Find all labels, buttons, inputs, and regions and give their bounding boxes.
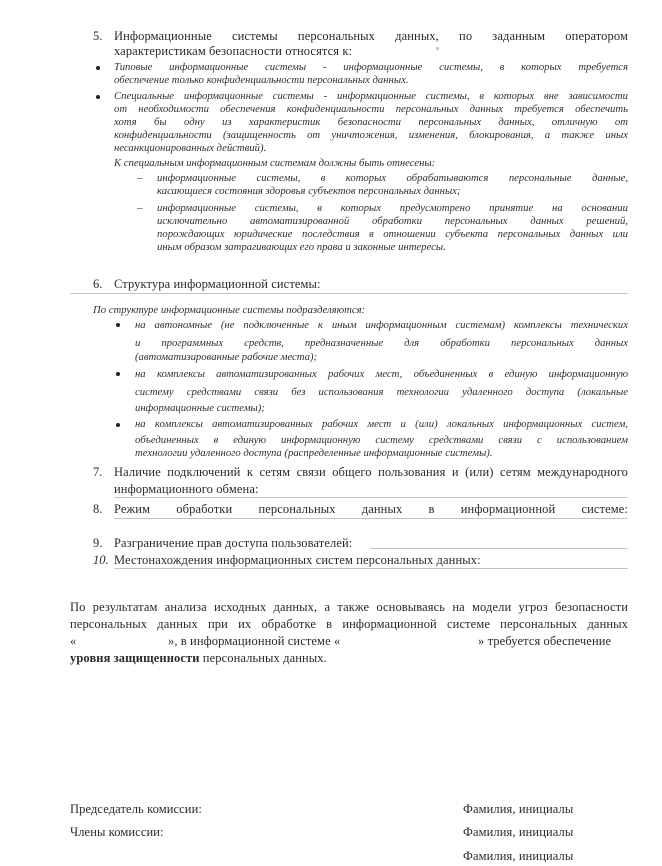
fill-in-line <box>114 497 628 498</box>
structure-intro: По структуре информационные системы подразделяются: <box>93 304 366 316</box>
scan-mark <box>436 47 439 50</box>
bullet-icon <box>116 372 120 376</box>
dash-marker: – <box>137 202 143 214</box>
section-7-line-1: Наличие подключений к сетям связи общего пользования и (или) сетям международного <box>114 465 628 479</box>
bullet-icon <box>96 66 100 70</box>
special-systems-line-2: от необходимости обеспечения конфиденциальности персональных данных требуется обеспечить <box>114 103 628 115</box>
requirement-text: » требуется обеспечение <box>478 634 612 648</box>
member-2-name-placeholder: Фамилия, инициалы <box>463 849 574 863</box>
chair-label: Председатель комиссии: <box>70 802 202 816</box>
section-6-title: Структура информационной системы: <box>114 277 321 291</box>
fill-in-line <box>70 293 628 294</box>
fill-in-line <box>370 548 628 549</box>
section-5-line-2: характеристикам безопасности относятся к: <box>114 44 353 58</box>
special-systems-intro: К специальным информационным системам должны быть отнесены: <box>114 157 436 169</box>
special-systems-line-1: Специальные информационные системы - информационные системы, в которых вне зависимости <box>114 90 628 102</box>
section-6-number: 6. <box>93 277 103 291</box>
autonomous-line-1: на автономные (не подключенные к иным информационным системам) комплексы технических <box>135 319 628 331</box>
automated-decisions-line-4: иным образом затрагивающих его права и законные интересы. <box>157 241 446 253</box>
section-10-text: Местонахождения информационных систем персональных данных: <box>114 553 481 567</box>
conclusion-line-2: персональных данных при их обработке в информационной системе персональных данных <box>70 617 628 631</box>
distributed-line-2: объединенных в единую информационную систему средствами связи с использованием <box>135 434 628 446</box>
automated-decisions-line-2: исключительно автоматизированной обработки персональных данных решений, <box>157 215 628 227</box>
local-systems-line-3: информационные системы); <box>135 402 265 414</box>
special-systems-line-4: конфиденциальности (защищенность от уничтожения, изменения, блокирования, а также иных <box>114 129 628 141</box>
automated-decisions-line-3: порождающих юридические последствия в отношении субъекта персональных данных или <box>157 228 628 240</box>
section-7-line-2: информационного обмена: <box>114 482 259 496</box>
autonomous-line-2: и программных средств, предназначенные для обработки персональных данных <box>135 337 628 349</box>
typical-systems-line-2: обеспечение только конфиденциальности персональных данных. <box>114 74 409 86</box>
section-10-number: 10. <box>93 553 109 567</box>
bullet-icon <box>96 95 100 99</box>
section-5-number: 5. <box>93 29 103 43</box>
section-9-text: Разграничение прав доступа пользователей: <box>114 536 353 550</box>
chair-name-placeholder: Фамилия, инициалы <box>463 802 574 816</box>
section-7-number: 7. <box>93 465 103 479</box>
distributed-line-3: технологии удаленного доступа (распределенные информационные системы). <box>135 447 493 459</box>
health-data-line-2: касающиеся состояния здоровья субъектов персональных данных; <box>157 185 461 197</box>
local-systems-line-2: систему средствами связи без использования технологии удаленного доступа (локальные <box>135 386 628 398</box>
special-systems-line-5: несанкционированных действий). <box>114 142 267 154</box>
section-8-number: 8. <box>93 502 103 516</box>
section-9-number: 9. <box>93 536 103 550</box>
members-label: Члены комиссии: <box>70 825 164 839</box>
autonomous-line-3: (автоматизированные рабочие места); <box>135 351 318 363</box>
conclusion-line-3 <box>70 634 628 649</box>
conclusion-line-4-rest: персональных данных. <box>199 651 327 665</box>
health-data-line-1: информационные системы, в которых обрабатываются персональные данные, <box>157 172 628 184</box>
member-1-name-placeholder: Фамилия, инициалы <box>463 825 574 839</box>
quote-open: « <box>70 634 77 648</box>
bullet-icon <box>116 423 120 427</box>
protection-level-label: уровня защищенности <box>70 651 200 665</box>
special-systems-line-3: хотя бы одну из характеристик безопасности персональных данных, отличную от <box>114 116 628 128</box>
local-systems-line-1: на комплексы автоматизированных рабочих мест, объединенных в единую информационную <box>135 368 628 380</box>
system-name-quote: », в информационной системе « <box>168 634 341 648</box>
distributed-line-1: на комплексы автоматизированных рабочих мест и (или) локальных информационных систем, <box>135 418 628 430</box>
section-5-line-1: Информационные системы персональных данных, по заданным оператором <box>114 29 628 43</box>
fill-in-line <box>114 518 628 519</box>
section-8-text: Режим обработки персональных данных в информационной системе: <box>114 502 628 516</box>
dash-marker: – <box>137 172 143 184</box>
conclusion-line-4 <box>70 651 628 665</box>
bullet-icon <box>116 323 120 327</box>
fill-in-line <box>114 568 628 569</box>
conclusion-line-1: По результатам анализа исходных данных, а также основываясь на модели угроз безопасности <box>70 600 628 614</box>
automated-decisions-line-1: информационные системы, в которых предусмотрено принятие на основании <box>157 202 628 214</box>
typical-systems-line-1: Типовые информационные системы - информационные системы, в которых требуется <box>114 61 628 73</box>
